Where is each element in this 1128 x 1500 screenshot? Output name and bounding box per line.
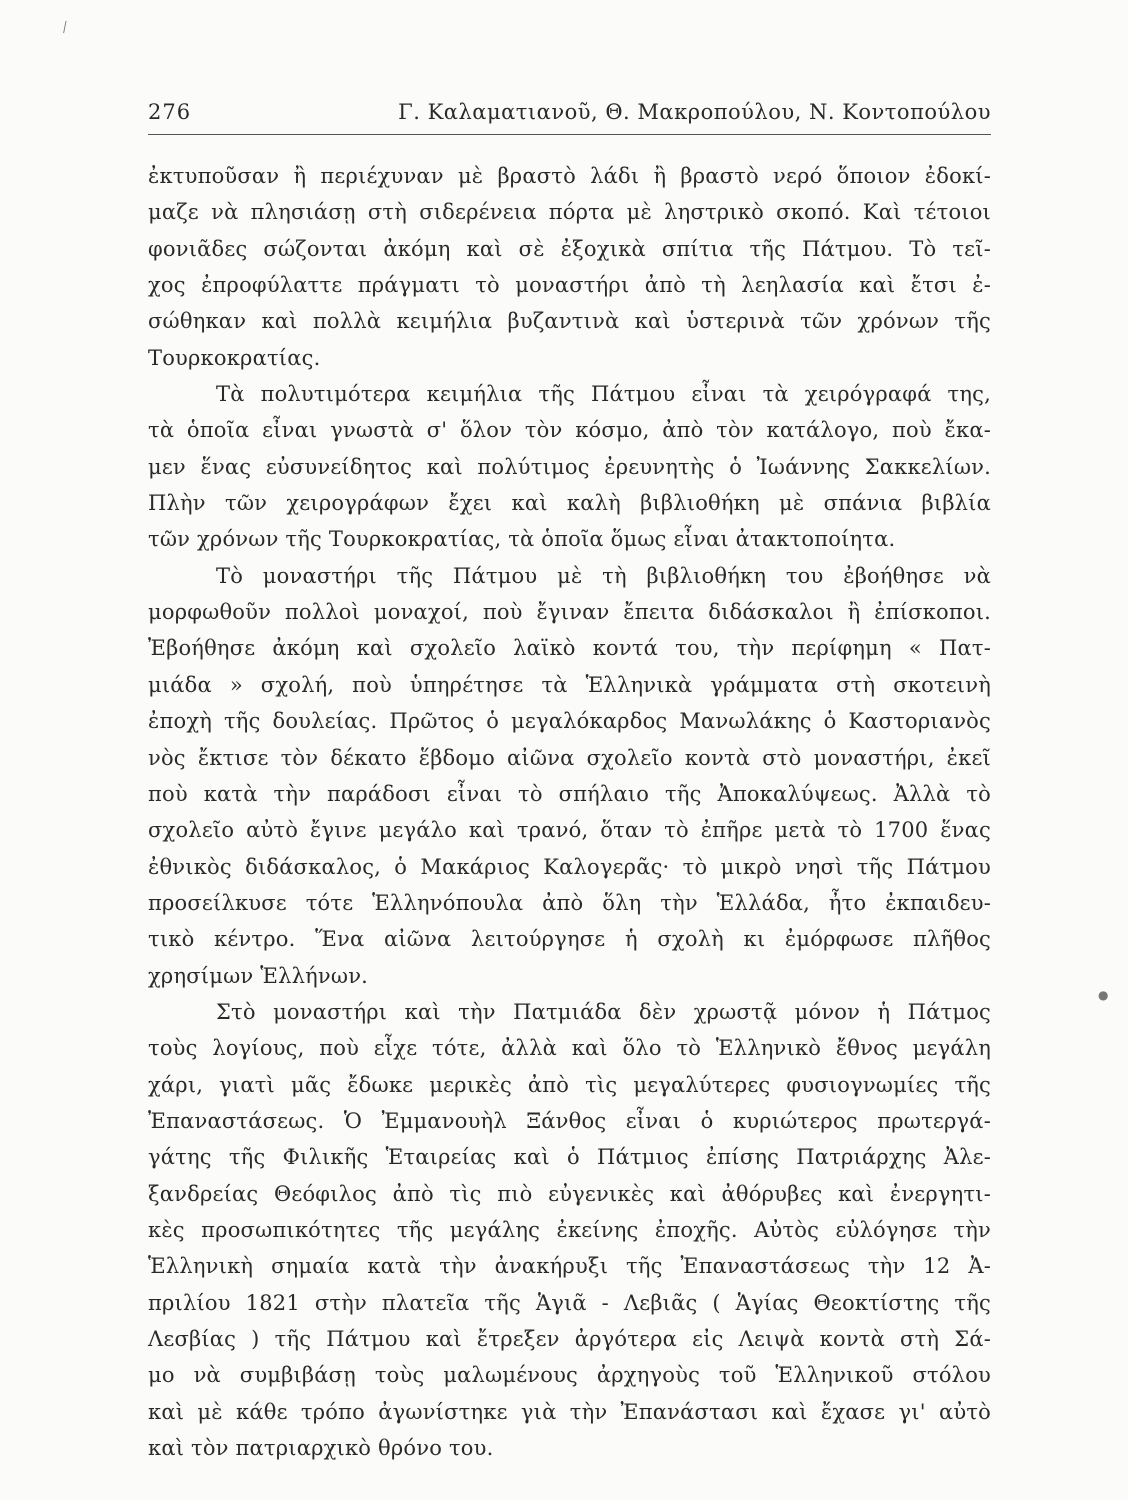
body-text (148, 158, 991, 1466)
text-line: τῶν χρόνων τῆς Τουρκοκρατίας, τὰ ὁποῖα ὅμως εἶναι ἀτακτοποίητα. (148, 527, 896, 552)
text-line: σχολεῖο αὐτὸ ἔγινε μεγάλο καὶ τρανό, ὅταν τὸ ἐπῆρε μετὰ τὸ 1700 ἕνας (148, 818, 991, 843)
text-line: Τουρκοκρατίας. (148, 345, 321, 370)
text-line: μο νὰ συμβιβάσῃ τοὺς μαλωμένους ἀρχηγοὺς τοῦ Ἑλληνικοῦ στόλου (148, 1363, 991, 1388)
text-line: καὶ μὲ κάθε τρόπο ἀγωνίστηκε γιὰ τὴν Ἐπανάστασι καὶ ἔχασε γι' αὐτὸ (148, 1399, 991, 1424)
text-line: κὲς προσωπικότητες τῆς μεγάλης ἐκείνης ἐποχῆς. Αὐτὸς εὐλόγησε τὴν (148, 1217, 991, 1242)
text-line: Λεσβίας ) τῆς Πάτμου καὶ ἔτρεξεν ἀργότερα εἰς Λειψὰ κοντὰ στὴ Σά- (148, 1327, 991, 1351)
text-line: Τὰ πολυτιμότερα κειμήλια τῆς Πάτμου εἶναι τὰ χειρόγραφά της, (216, 382, 991, 407)
text-line: Ἑλληνικὴ σημαία κατὰ τὴν ἀνακήρυξι τῆς Ἐπαναστάσεως τὴν 12 Ἀ- (148, 1254, 991, 1279)
page-number: 276 (148, 100, 192, 124)
text-line: ποὺ κατὰ τὴν παράδοσι εἶναι τὸ σπήλαιο τῆς Ἀποκαλύψεως. Ἀλλὰ τὸ (148, 781, 991, 806)
running-head: Γ. Καλαματιανοῦ, Θ. Μακροπούλου, Ν. Κοντοπούλου (398, 100, 991, 124)
page-header (148, 98, 991, 135)
text-line: προσείλκυσε τότε Ἑλληνόπουλα ἀπὸ ὅλη τὴν Ἑλλάδα, ἦτο ἐκπαιδευ- (148, 890, 991, 915)
text-line: γάτης τῆς Φιλικῆς Ἑταιρείας καὶ ὁ Πάτμιος ἐπίσης Πατριάρχης Ἀλε- (148, 1145, 991, 1170)
text-line: μεν ἕνας εὐσυνείδητος καὶ πολύτιμος ἐρευνητὴς ὁ Ἰωάννης Σακκελίων. (148, 454, 991, 479)
text-line: ξανδρείας Θεόφιλος ἀπὸ τὶς πιὸ εὐγενικὲς καὶ ἀθόρυβες καὶ ἐνεργητι- (148, 1181, 991, 1206)
text-line: σώθηκαν καὶ πολλὰ κειμήλια βυζαντινὰ καὶ ὑστερινὰ τῶν χρόνων τῆς (148, 309, 991, 334)
text-line: τὰ ὁποῖα εἶναι γνωστὰ σ' ὅλον τὸν κόσμο, ἀπὸ τὸν κατάλογο, ποὺ ἔκα- (148, 418, 991, 443)
text-line: μιάδα » σχολή, ποὺ ὑπηρέτησε τὰ Ἑλληνικὰ γράμματα στὴ σκοτεινὴ (148, 672, 991, 697)
text-line: χος ἐπροφύλαττε πράγματι τὸ μοναστήρι ἀπὸ τὴ λεηλασία καὶ ἔτσι ἐ- (148, 273, 991, 298)
pencil-mark: ⁄ (61, 20, 70, 36)
text-line: Τὸ μοναστήρι τῆς Πάτμου μὲ τὴ βιβλιοθήκη του ἐβοήθησε νὰ (216, 563, 991, 588)
text-line: καὶ τὸν πατριαρχικὸ θρόνο του. (148, 1436, 494, 1461)
text-line: χάρι, γιατὶ μᾶς ἔδωκε μερικὲς ἀπὸ τὶς μεγαλύτερες φυσιογνωμίες τῆς (148, 1072, 991, 1097)
text-line: ἐκτυποῦσαν ἢ περιέχυναν μὲ βραστὸ λάδι ἢ βραστὸ νερό ὅποιον ἐδοκί- (148, 164, 991, 188)
text-line: μαζε νὰ πλησιάσῃ στὴ σιδερένεια πόρτα μὲ ληστρικὸ σκοπό. Καὶ τέτοιοι (148, 200, 991, 225)
text-line: ἐποχὴ τῆς δουλείας. Πρῶτος ὁ μεγαλόκαρδος Μανωλάκης ὁ Καστοριανὸς (148, 709, 991, 734)
text-line: Ἐβοήθησε ἀκόμη καὶ σχολεῖο λαϊκὸ κοντά του, τὴν περίφημη « Πατ- (148, 636, 991, 661)
text-line: φονιᾶδες σώζονται ἀκόμη καὶ σὲ ἐξοχικὰ σπίτια τῆς Πάτμου. Τὸ τεῖ- (148, 236, 991, 261)
text-line: ἐθνικὸς διδάσκαλος, ὁ Μακάριος Καλογερᾶς· τὸ μικρὸ νησὶ τῆς Πάτμου (148, 854, 991, 879)
text-line: τικὸ κέντρο. Ἕνα αἰῶνα λειτούργησε ἡ σχολὴ κι ἐμόρφωσε πλῆθος (148, 927, 991, 952)
text-line: πριλίου 1821 στὴν πλατεῖα τῆς Ἁγιᾶ - Λεβιᾶς ( Ἁγίας Θεοκτίστης τῆς (148, 1290, 991, 1315)
dot-mark: ● (1098, 988, 1109, 1002)
text-line: μορφωθοῦν πολλοὶ μοναχοί, ποὺ ἔγιναν ἔπειτα διδάσκαλοι ἢ ἐπίσκοποι. (148, 600, 991, 625)
text-line: χρησίμων Ἑλλήνων. (148, 963, 369, 988)
text-line: τοὺς λογίους, ποὺ εἶχε τότε, ἀλλὰ καὶ ὅλο τὸ Ἑλληνικὸ ἔθνος μεγάλη (148, 1036, 991, 1061)
text-line: Πλὴν τῶν χειρογράφων ἔχει καὶ καλὴ βιβλιοθήκη μὲ σπάνια βιβλία (148, 491, 991, 516)
text-line: νὸς ἔκτισε τὸν δέκατο ἕβδομο αἰῶνα σχολεῖο κοντὰ στὸ μοναστήρι, ἐκεῖ (148, 745, 991, 770)
text-line: Στὸ μοναστήρι καὶ τὴν Πατμιάδα δὲν χρωστᾷ μόνον ἡ Πάτμος (216, 999, 991, 1024)
text-line: Ἐπαναστάσεως. Ὁ Ἐμμανουὴλ Ξάνθος εἶναι ὁ κυριώτερος πρωτεργά- (148, 1108, 991, 1133)
